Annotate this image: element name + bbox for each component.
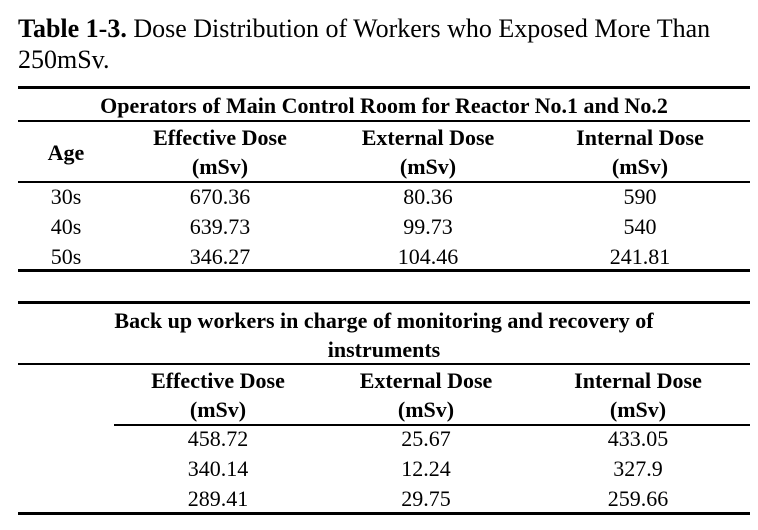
table2-row2-internal: 327.9 <box>613 456 663 481</box>
table1-header-external: External Dose <box>361 125 495 150</box>
table2-title-line2: instruments <box>327 337 441 362</box>
table1-row1-internal: 590 <box>623 184 657 209</box>
table2-row3-effective: 289.41 <box>187 486 249 511</box>
table1-header-effective: Effective Dose <box>153 125 287 150</box>
table1-row2-internal: 540 <box>623 214 657 239</box>
table2-row1-internal: 433.05 <box>607 426 669 451</box>
table1-row3-external: 104.46 <box>397 244 459 269</box>
table2-title-line1: Back up workers in charge of monitoring and recovery of <box>114 308 654 333</box>
table2-row2-effective: 340.14 <box>187 456 249 481</box>
table1-row3-age: 50s <box>50 244 82 269</box>
table1-header-effective-unit: (mSv) <box>191 154 249 179</box>
table1-row3-effective: 346.27 <box>189 244 251 269</box>
table2-row1-effective: 458.72 <box>187 426 249 451</box>
table2-row2-external: 12.24 <box>401 456 451 481</box>
table1-row1-external: 80.36 <box>403 184 453 209</box>
table2-header-internal-unit: (mSv) <box>609 397 667 422</box>
table1-top-rule <box>18 86 750 89</box>
caption-text: Dose Distribution of Workers who Exposed More Than 250mSv. <box>18 14 711 74</box>
table1-row1-effective: 670.36 <box>189 184 251 209</box>
table2-bottom-rule <box>18 512 750 515</box>
table2-row1-external: 25.67 <box>401 426 451 451</box>
table2-title-rule <box>18 363 750 365</box>
table-caption <box>18 13 743 75</box>
table1-header-internal: Internal Dose <box>576 125 704 150</box>
table2-top-rule <box>18 301 750 304</box>
caption-label: Table 1-3. <box>18 14 127 43</box>
table1-header-external-unit: (mSv) <box>399 154 457 179</box>
table1-title: Operators of Main Control Room for Reactor No.1 and No.2 <box>100 93 668 118</box>
table2-header-internal: Internal Dose <box>574 368 702 393</box>
table2-header-external: External Dose <box>359 368 493 393</box>
table2-row3-external: 29.75 <box>401 486 451 511</box>
table1-row2-effective: 639.73 <box>189 214 251 239</box>
table2-header-external-unit: (mSv) <box>397 397 455 422</box>
table1-row3-internal: 241.81 <box>609 244 671 269</box>
table1-header-internal-unit: (mSv) <box>611 154 669 179</box>
table1-row2-external: 99.73 <box>403 214 453 239</box>
table1-header-age: Age <box>47 140 85 165</box>
table1-row1-age: 30s <box>50 184 82 209</box>
table1-bottom-rule <box>18 269 750 272</box>
table2-header-effective-unit: (mSv) <box>189 397 247 422</box>
table1-row2-age: 40s <box>50 214 82 239</box>
table2-header-effective: Effective Dose <box>151 368 285 393</box>
table2-row3-internal: 259.66 <box>607 486 669 511</box>
table1-title-rule <box>18 120 750 122</box>
